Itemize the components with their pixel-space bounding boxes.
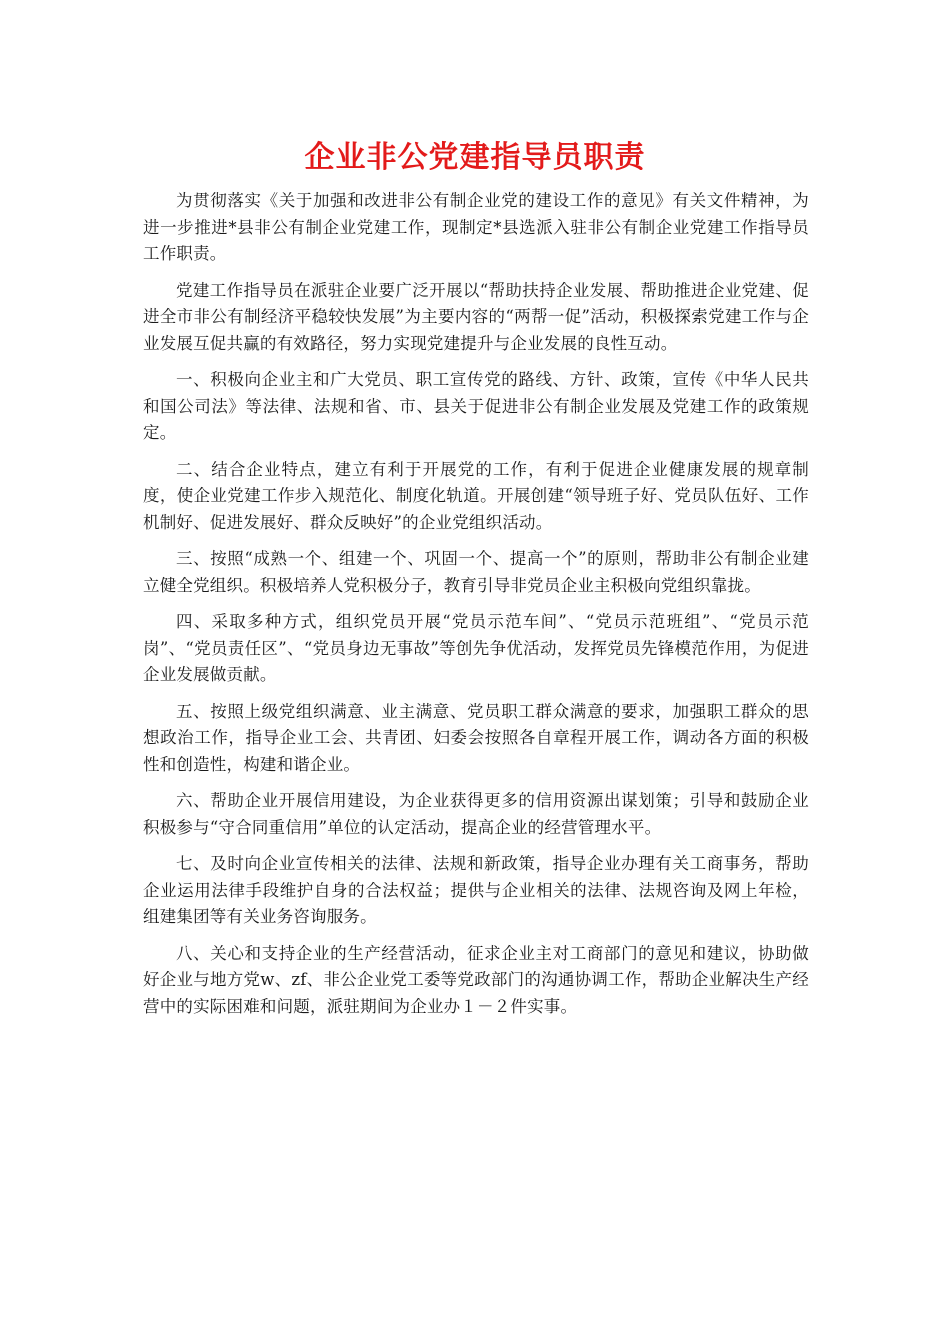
duty-item-7: 七、及时向企业宣传相关的法律、法规和新政策，指导企业办理有关工商事务，帮助企业运用法律手段维护自身的合法权益；提供与企业相关的法律、法规咨询及网上年检，组建集团等有关业务咨询服务。 <box>143 854 809 926</box>
overview-paragraph: 党建工作指导员在派驻企业要广泛开展以“帮助扶持企业发展、帮助推进企业党建、促进全市非公有制经济平稳较快发展”为主要内容的“两帮一促”活动，积极探索党建工作与企业发展互促共赢的有效路径，努力实现党建提升与企业发展的良性互动。 <box>143 280 809 353</box>
duty-item-3: 三、按照“成熟一个、组建一个、巩固一个、提高一个”的原则，帮助非公有制企业建立健全党组织。积极培养人党积极分子，教育引导非党员企业主积极向党组织靠拢。 <box>143 549 809 595</box>
duty-item-1: 一、积极向企业主和广大党员、职工宣传党的路线、方针、政策，宣传《中华人民共和国公司法》等法律、法规和省、市、县关于促进非公有制企业发展及党建工作的政策规定。 <box>143 370 809 442</box>
duty-item-5: 五、按照上级党组织满意、业主满意、党员职工群众满意的要求，加强职工群众的思想政治工作，指导企业工会、共青团、妇委会按照各自章程开展工作，调动各方面的积极性和创造性，构建和谐企业。 <box>143 701 809 774</box>
duty-item-4: 四、采取多种方式，组织党员开展“党员示范车间”、“党员示范班组”、“党员示范岗”、“党员责任区”、“党员身边无事故”等创先争优活动，发挥党员先锋模范作用，为促进企业发展做贡献。 <box>143 612 809 684</box>
duty-item-8: 八、关心和支持企业的生产经营活动，征求企业主对工商部门的意见和建议，协助做好企业与地方党w、zf、非公企业党工委等党政部门的沟通协调工作，帮助企业解决生产经营中的实际困难和问题，派驻期间为企业办１－２件实事。 <box>143 943 809 1016</box>
document-body <box>143 188 809 1030</box>
duty-item-6: 六、帮助企业开展信用建设，为企业获得更多的信用资源出谋划策；引导和鼓励企业积极参与“守合同重信用”单位的认定活动，提高企业的经营管理水平。 <box>143 791 809 837</box>
document-title: 企业非公党建指导员职责 <box>304 140 646 175</box>
intro-paragraph: 为贯彻落实《关于加强和改进非公有制企业党的建设工作的意见》有关文件精神，为进一步推进*县非公有制企业党建工作，现制定*县选派入驻非公有制企业党建工作指导员工作职责。 <box>143 191 809 263</box>
duty-item-2: 二、结合企业特点，建立有利于开展党的工作，有利于促进企业健康发展的规章制度，使企业党建工作步入规范化、制度化轨道。开展创建“领导班子好、党员队伍好、工作机制好、促进发展好、群众反映好”的企业党组织活动。 <box>143 459 809 532</box>
